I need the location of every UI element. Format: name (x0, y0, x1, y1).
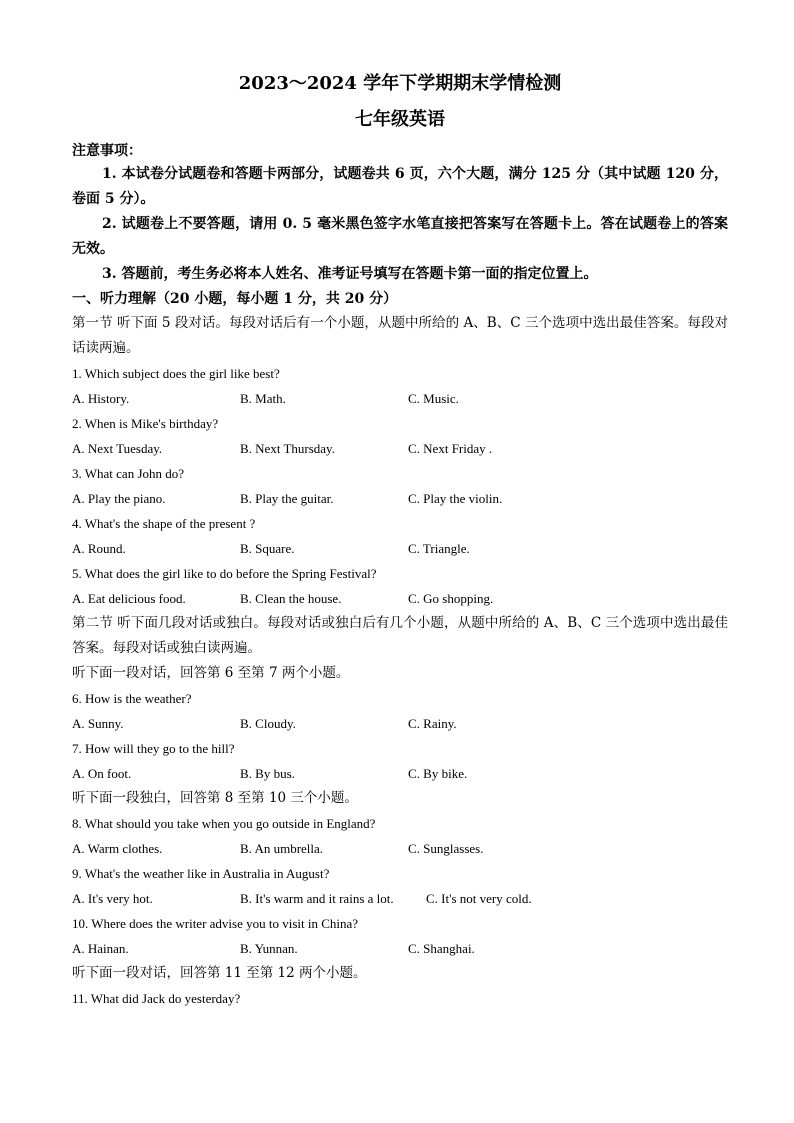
question-2-options (72, 436, 728, 461)
option-a: A. History. (72, 391, 130, 406)
question-10-options (72, 936, 728, 961)
question-1-options (72, 386, 728, 411)
exam-subtitle: 七年级英语 (355, 109, 445, 130)
option-a: A. Sunny. (72, 716, 124, 731)
question-9: 9. What's the weather like in Australia in August? (72, 866, 330, 881)
question-11: 11. What did Jack do yesterday? (72, 991, 241, 1006)
option-b: B. Play the guitar. (240, 491, 334, 506)
question-4-options (72, 536, 728, 561)
option-c: C. Shanghai. (408, 941, 475, 956)
option-a: A. Play the piano. (72, 491, 166, 506)
notice-label: 注意事项： (72, 143, 142, 159)
option-c: C. Rainy. (408, 716, 457, 731)
question-10: 10. Where does the writer advise you to visit in China? (72, 916, 359, 931)
question-2: 2. When is Mike's birthday? (72, 416, 219, 431)
notice-item-2: 2. 试题卷上不要答题，请用 0. 5 毫米黑色签字水笔直接把答案写在答题卡上。答在试题卷上的答案无效。 (72, 216, 728, 257)
option-b: B. Cloudy. (240, 716, 296, 731)
notice-item-1: 1. 本试卷分试题卷和答题卡两部分，试题卷共 6 页，六个大题，满分 125 分（其中试题 120 分，卷面 5 分）。 (72, 166, 728, 207)
option-c: C. Triangle. (408, 541, 470, 556)
sub-instruction-6-7: 听下面一段对话，回答第 6 至第 7 两个小题。 (72, 665, 350, 681)
option-c: C. Music. (408, 391, 459, 406)
sub-instruction-8-10: 听下面一段独白，回答第 8 至第 10 三个小题。 (72, 790, 358, 806)
question-5-options (72, 586, 728, 611)
option-b: B. Square. (240, 541, 295, 556)
option-c: C. Sunglasses. (408, 841, 484, 856)
option-a: A. It's very hot. (72, 891, 153, 906)
question-7: 7. How will they go to the hill? (72, 741, 235, 756)
option-b: B. Next Thursday. (240, 441, 335, 456)
section-heading: 一、听力理解（20 小题，每小题 1 分，共 20 分） (72, 291, 398, 307)
question-4: 4. What's the shape of the present ? (72, 516, 256, 531)
option-c: C. By bike. (408, 766, 468, 781)
option-b: B. Yunnan. (240, 941, 298, 956)
question-7-options (72, 761, 728, 786)
question-8-options (72, 836, 728, 861)
question-1: 1. Which subject does the girl like best? (72, 366, 280, 381)
option-b: B. An umbrella. (240, 841, 324, 856)
option-b: B. Math. (240, 391, 286, 406)
exam-page (72, 72, 728, 1011)
question-5: 5. What does the girl like to do before the Spring Festival? (72, 566, 377, 581)
option-a: A. Warm clothes. (72, 841, 163, 856)
notice-item-3: 3. 答题前，考生务必将本人姓名、准考证号填写在答题卡第一面的指定位置上。 (102, 266, 598, 282)
option-c: C. It's not very cold. (426, 891, 532, 906)
option-b: B. Clean the house. (240, 591, 342, 606)
question-6: 6. How is the weather? (72, 691, 192, 706)
question-3: 3. What can John do? (72, 466, 185, 481)
option-c: C. Go shopping. (408, 591, 494, 606)
sub-instruction-11-12: 听下面一段对话，回答第 11 至第 12 两个小题。 (72, 965, 367, 981)
exam-title: 2023～2024 学年下学期期末学情检测 (238, 73, 562, 94)
option-c: C. Play the violin. (408, 491, 503, 506)
option-a: A. On foot. (72, 766, 132, 781)
option-b: B. It's warm and it rains a lot. (240, 891, 394, 906)
question-3-options (72, 486, 728, 511)
question-9-options (72, 886, 728, 911)
option-b: B. By bus. (240, 766, 295, 781)
option-a: A. Eat delicious food. (72, 591, 186, 606)
option-c: C. Next Friday . (408, 441, 493, 456)
option-a: A. Next Tuesday. (72, 441, 163, 456)
question-8: 8. What should you take when you go outside in England? (72, 816, 376, 831)
question-6-options (72, 711, 728, 736)
option-a: A. Round. (72, 541, 126, 556)
part2-instructions: 第二节 听下面几段对话或独白。每段对话或独白后有几个小题，从题中所给的 A、B、C 三个选项中选出最佳答案。每段对话或独白读两遍。 (72, 615, 728, 656)
part1-instructions: 第一节 听下面 5 段对话。每段对话后有一个小题，从题中所给的 A、B、C 三个选项中选出最佳答案。每段对话读两遍。 (72, 315, 728, 356)
option-a: A. Hainan. (72, 941, 129, 956)
